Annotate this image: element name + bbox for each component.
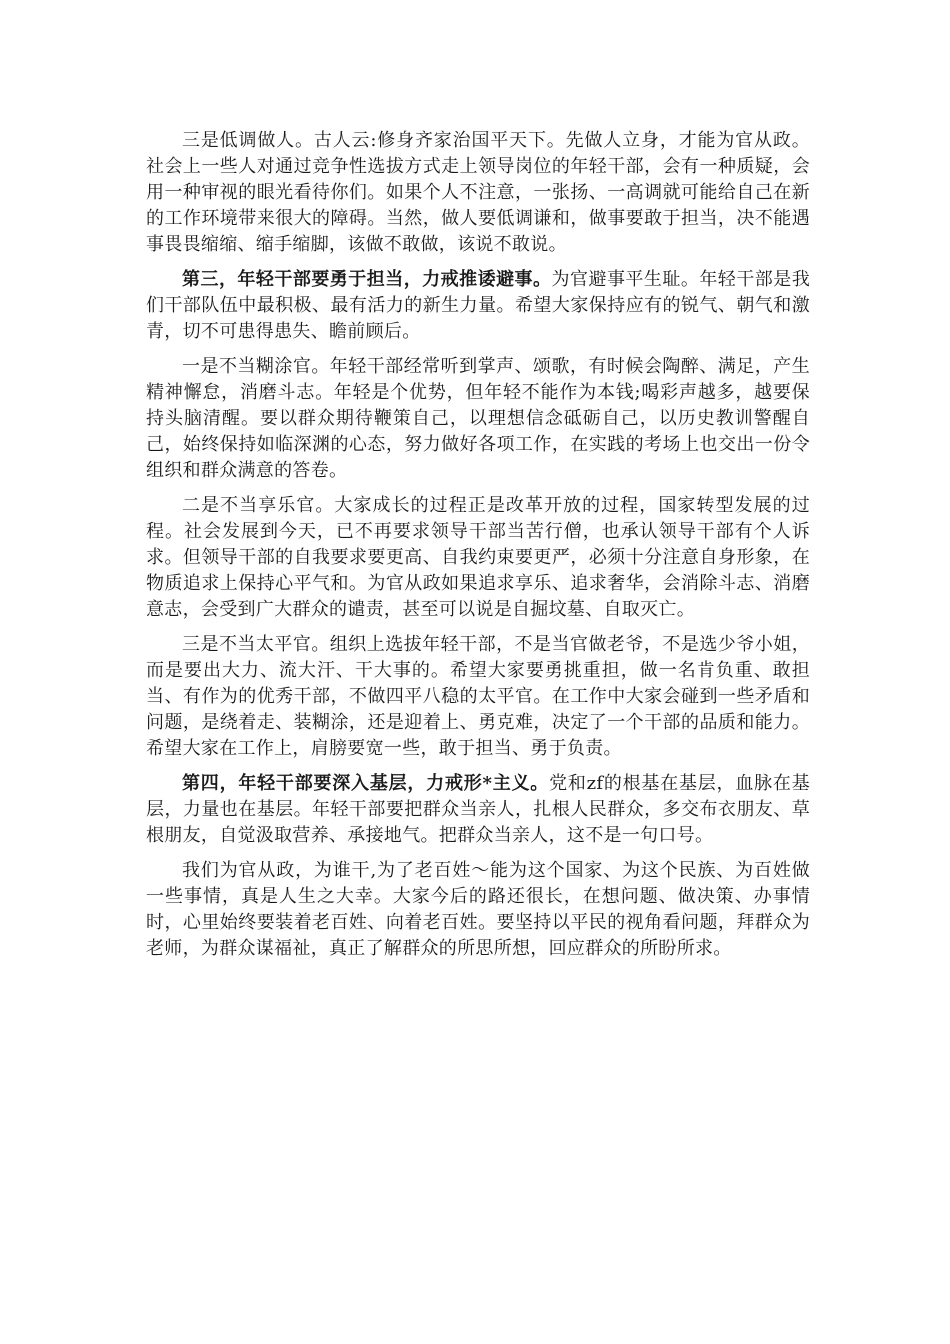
paragraph-6: [146, 771, 810, 849]
paragraph-3: [146, 354, 810, 484]
paragraph-lead: 第四，年轻干部要深入基层，力戒形*主义。: [182, 773, 550, 794]
paragraph-text: 党和zf的根基在基层，血脉在基层，力量也在基层。年轻干部要把群众当亲人，扎根人民群众，多交布衣朋友、草根朋友，自觉汲取营养、承接地气。把群众当亲人，这不是一句口号。: [146, 773, 810, 846]
paragraph-7: [146, 858, 810, 962]
paragraph-lead: 第三，年轻干部要勇于担当，力戒推诿避事。: [182, 269, 552, 290]
paragraph-text: 三是低调做人。古人云:修身齐家治国平天下。先做人立身，才能为官从政。社会上一些人对通过竞争性选拔方式走上领导岗位的年轻干部，会有一种质疑，会用一种审视的眼光看待你们。如果个人不注意，一张扬、一高调就可能给自己在新的工作环境带来很大的障碍。当然，做人要低调谦和，做事要敢于担当，决不能遇事畏畏缩缩、缩手缩脚，该做不敢做，该说不敢说。: [146, 130, 810, 255]
paragraph-1: [146, 128, 810, 258]
paragraph-text: 我们为官从政，为谁干,为了老百姓～能为这个国家、为这个民族、为百姓做一些事情，真是人生之大幸。大家今后的路还很长，在想问题、做决策、办事情时，心里始终要装着老百姓、向着老百姓。要坚持以平民的视角看问题，拜群众为老师，为群众谋福祉，真正了解群众的所思所想，回应群众的所盼所求。: [146, 860, 810, 959]
paragraph-2: [146, 267, 810, 345]
paragraph-5: [146, 632, 810, 762]
paragraph-4: [146, 493, 810, 623]
paragraph-text: 二是不当享乐官。大家成长的过程正是改革开放的过程，国家转型发展的过程。社会发展到今天，已不再要求领导干部当苦行僧，也承认领导干部有个人诉求。但领导干部的自我要求要更高、自我约束要更严，必须十分注意自身形象，在物质追求上保持心平气和。为官从政如果追求享乐、追求奢华，会消除斗志、消磨意志，会受到广大群众的谴责，甚至可以说是自掘坟墓、自取灭亡。: [146, 495, 810, 620]
document-body: [146, 128, 810, 971]
paragraph-text: 三是不当太平官。组织上选拔年轻干部，不是当官做老爷，不是选少爷小姐，而是要出大力、流大汗、干大事的。希望大家要勇挑重担，做一名肯负重、敢担当、有作为的优秀干部，不做四平八稳的太平官。在工作中大家会碰到一些矛盾和问题，是绕着走、装糊涂，还是迎着上、勇克难，决定了一个干部的品质和能力。希望大家在工作上，肩膀要宽一些，敢于担当、勇于负责。: [146, 634, 810, 759]
paragraph-text: 一是不当糊涂官。年轻干部经常听到掌声、颂歌，有时候会陶醉、满足，产生精神懈怠，消磨斗志。年轻是个优势，但年轻不能作为本钱;喝彩声越多，越要保持头脑清醒。要以群众期待鞭策自己，以理想信念砥砺自己，以历史教训警醒自己，始终保持如临深渊的心态，努力做好各项工作，在实践的考场上也交出一份令组织和群众满意的答卷。: [146, 356, 810, 481]
paragraph-text: 为官避事平生耻。年轻干部是我们干部队伍中最积极、最有活力的新生力量。希望大家保持应有的锐气、朝气和激青，切不可患得患失、瞻前顾后。: [146, 269, 810, 342]
